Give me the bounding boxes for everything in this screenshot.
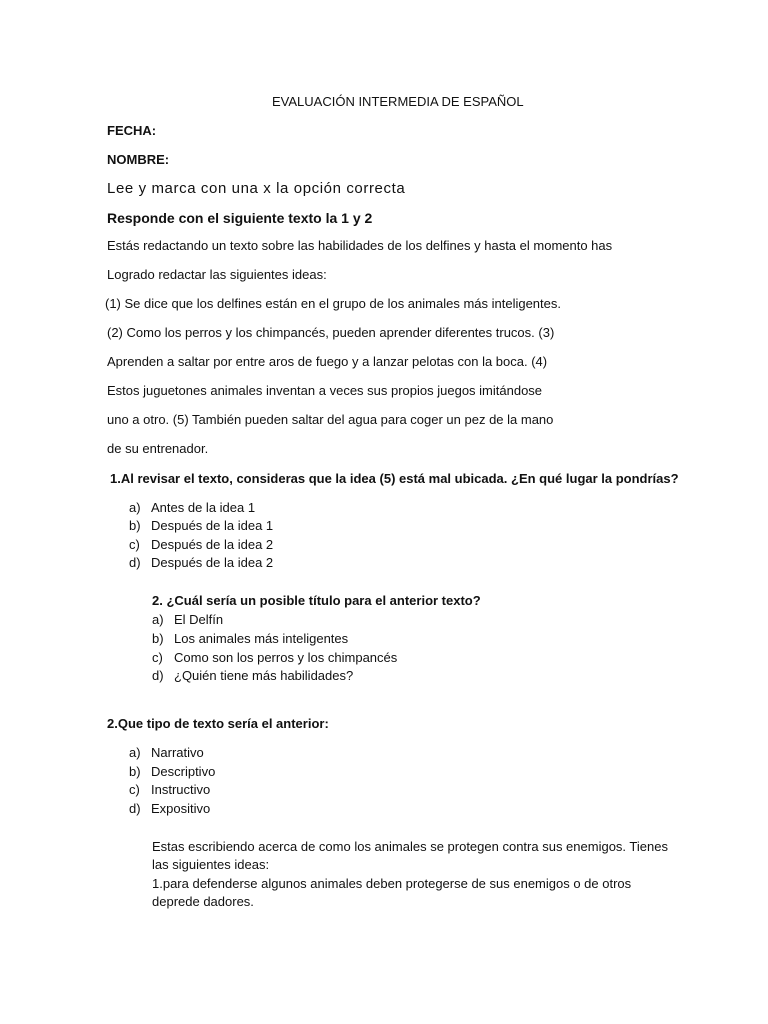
passage-line: (2) Como los perros y los chimpancés, pueden aprender diferentes trucos. (3) bbox=[107, 325, 555, 340]
option-marker: d) bbox=[152, 668, 164, 683]
option-marker: a) bbox=[129, 500, 141, 515]
question-3-option-d bbox=[129, 801, 210, 816]
passage-line: Estás redactando un texto sobre las habilidades de los delfines y hasta el momento has bbox=[107, 238, 613, 253]
question-1: 1.Al revisar el texto, consideras que la idea (5) está mal ubicada. ¿En qué lugar la pondrías? bbox=[110, 471, 679, 486]
closing-line: 1.para defenderse algunos animales deben protegerse de sus enemigos o de otros bbox=[152, 876, 632, 891]
question-2-option-b bbox=[152, 631, 348, 646]
option-marker: a) bbox=[152, 612, 164, 627]
fecha-label: FECHA: bbox=[107, 123, 157, 138]
sub-instruction: Responde con el siguiente texto la 1 y 2 bbox=[107, 210, 373, 226]
option-text: Después de la idea 1 bbox=[151, 518, 274, 533]
option-text: Como son los perros y los chimpancés bbox=[174, 650, 398, 665]
passage-line: uno a otro. (5) También pueden saltar del agua para coger un pez de la mano bbox=[107, 412, 554, 427]
option-marker: d) bbox=[129, 555, 141, 570]
option-marker: b) bbox=[129, 764, 141, 779]
option-text: Expositivo bbox=[151, 801, 211, 816]
passage-line: Logrado redactar las siguientes ideas: bbox=[107, 267, 327, 282]
option-text: El Delfín bbox=[174, 612, 224, 627]
closing-line: deprede dadores. bbox=[152, 894, 254, 909]
question-2-option-a bbox=[152, 612, 223, 627]
passage-line: de su entrenador. bbox=[107, 441, 209, 456]
option-marker: d) bbox=[129, 801, 141, 816]
question-2-option-c bbox=[152, 650, 397, 665]
document-title: EVALUACIÓN INTERMEDIA DE ESPAÑOL bbox=[272, 94, 524, 109]
option-text: Después de la idea 2 bbox=[151, 537, 274, 552]
closing-line: Estas escribiendo acerca de como los animales se protegen contra sus enemigos. Tienes bbox=[152, 839, 668, 854]
option-text: Después de la idea 2 bbox=[151, 555, 274, 570]
option-marker: c) bbox=[129, 782, 140, 797]
question-2: 2. ¿Cuál sería un posible título para el anterior texto? bbox=[152, 593, 481, 608]
passage-line: Estos juguetones animales inventan a veces sus propios juegos imitándose bbox=[107, 383, 543, 398]
question-1-option-b bbox=[129, 518, 273, 533]
option-marker: c) bbox=[129, 537, 140, 552]
option-text: ¿Quién tiene más habilidades? bbox=[174, 668, 354, 683]
main-instruction: Lee y marca con una x la opción correcta bbox=[107, 180, 406, 197]
option-text: Narrativo bbox=[151, 745, 204, 760]
option-text: Antes de la idea 1 bbox=[151, 500, 256, 515]
option-marker: a) bbox=[129, 745, 141, 760]
closing-line: las siguientes ideas: bbox=[152, 857, 270, 872]
option-text: Descriptivo bbox=[151, 764, 216, 779]
option-text: Instructivo bbox=[151, 782, 211, 797]
option-marker: b) bbox=[129, 518, 141, 533]
question-3-option-c bbox=[129, 782, 210, 797]
question-1-option-c bbox=[129, 537, 273, 552]
nombre-label: NOMBRE: bbox=[107, 152, 170, 167]
question-3-option-a bbox=[129, 745, 204, 760]
question-1-option-a bbox=[129, 500, 255, 515]
passage-line: Aprenden a saltar por entre aros de fuego y a lanzar pelotas con la boca. (4) bbox=[107, 354, 548, 369]
question-2-option-d bbox=[152, 668, 353, 683]
question-3-option-b bbox=[129, 764, 215, 779]
question-1-option-d bbox=[129, 555, 273, 570]
option-marker: b) bbox=[152, 631, 164, 646]
option-text: Los animales más inteligentes bbox=[174, 631, 349, 646]
passage-line: (1) Se dice que los delfines están en el grupo de los animales más inteligentes. bbox=[105, 296, 561, 311]
question-3: 2.Que tipo de texto sería el anterior: bbox=[107, 716, 329, 731]
option-marker: c) bbox=[152, 650, 163, 665]
